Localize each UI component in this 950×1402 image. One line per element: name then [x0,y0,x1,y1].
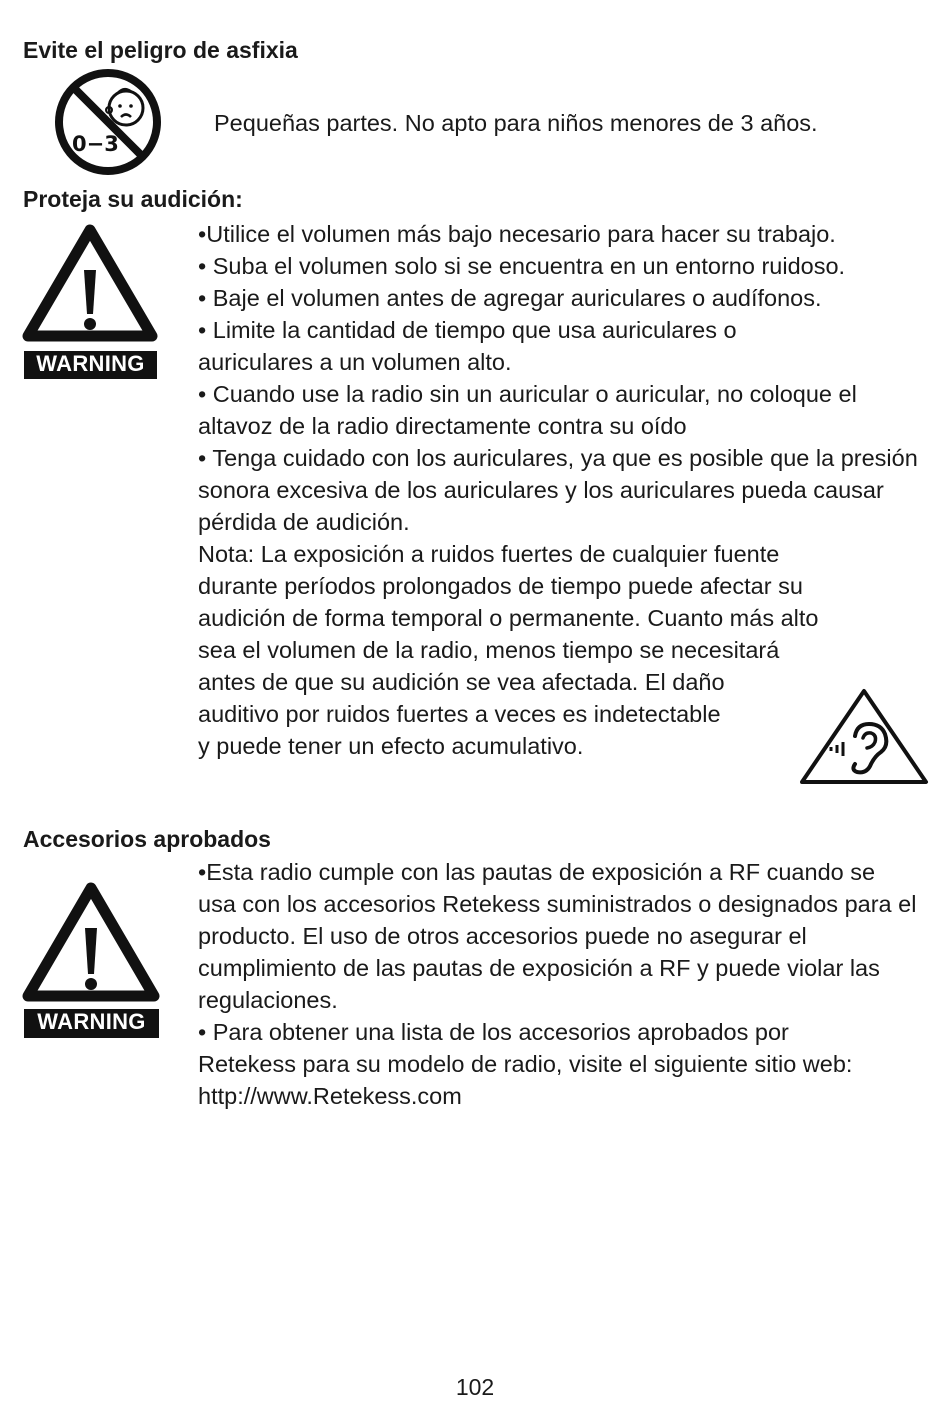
accessories-bullet: •Esta radio cumple con las pautas de exposición a RF cuando se usa con los accesorios Retekess suministrados o designados para el producto. El uso de otros accesorios puede no asegurar el cumplimiento de las pautas de exposición a RF y puede violar las regulaciones. [198,859,917,1013]
hearing-text-block [198,218,933,762]
hearing-bullet: • Suba el volumen solo si se encuentra en un entorno ruidoso. [198,253,846,279]
hearing-note [198,538,838,762]
warning-label: WARNING [24,351,157,379]
note-line: sea el volumen de la radio, menos tiempo se necesitará [198,637,780,663]
accessories-text-block [198,856,918,1112]
note-line: durante períodos prolongados de tiempo puede afectar su [198,573,803,599]
note-line: antes de que su audición se vea afectada. El daño [198,669,725,695]
hearing-bullet: •Utilice el volumen más bajo necesario para hacer su trabajo. [198,221,836,247]
warning-label: WARNING [24,1009,159,1038]
note-line: auditivo por ruidos fuertes a veces es indetectable [198,701,721,727]
choking-hazard-text: Pequeñas partes. No apto para niños menores de 3 años. [214,110,818,136]
note-line: audición de forma temporal o permanente. Cuanto más alto [198,605,819,631]
approved-accessories-title: Accesorios aprobados [23,826,271,852]
age-badge: 0−3 [72,132,119,156]
hearing-bullet: • Cuando use la radio sin un auricular o auricular, no coloque el altavoz de la radio directamente contra su oído [198,381,857,439]
hearing-bullet: • Tenga cuidado con los auriculares, ya que es posible que la presión sonora excesiva de los auriculares y los auriculares pueda causar pérdida de audición. [198,445,918,535]
note-line: Nota: La exposición a ruidos fuertes de cualquier fuente [198,541,780,567]
hearing-protection-title: Proteja su audición: [23,186,243,212]
page-number: 102 [455,1374,495,1400]
hearing-damage-warning-icon [797,686,931,786]
note-line: y puede tener un efecto acumulativo. [198,733,584,759]
hearing-bullet: • Limite la cantidad de tiempo que usa auriculares o auriculares a un volumen alto. [198,317,737,375]
accessories-bullet: • Para obtener una lista de los accesorios aprobados por Retekess para su modelo de radio, visite el siguiente sitio web: http://www.Retekess.com [198,1019,853,1109]
hearing-bullet: • Baje el volumen antes de agregar auriculares o audífonos. [198,285,822,311]
warning-triangle-icon [22,880,160,1004]
no-children-under-3-icon [52,66,164,178]
choking-hazard-title: Evite el peligro de asfixia [23,37,298,63]
warning-triangle-icon [22,222,158,344]
